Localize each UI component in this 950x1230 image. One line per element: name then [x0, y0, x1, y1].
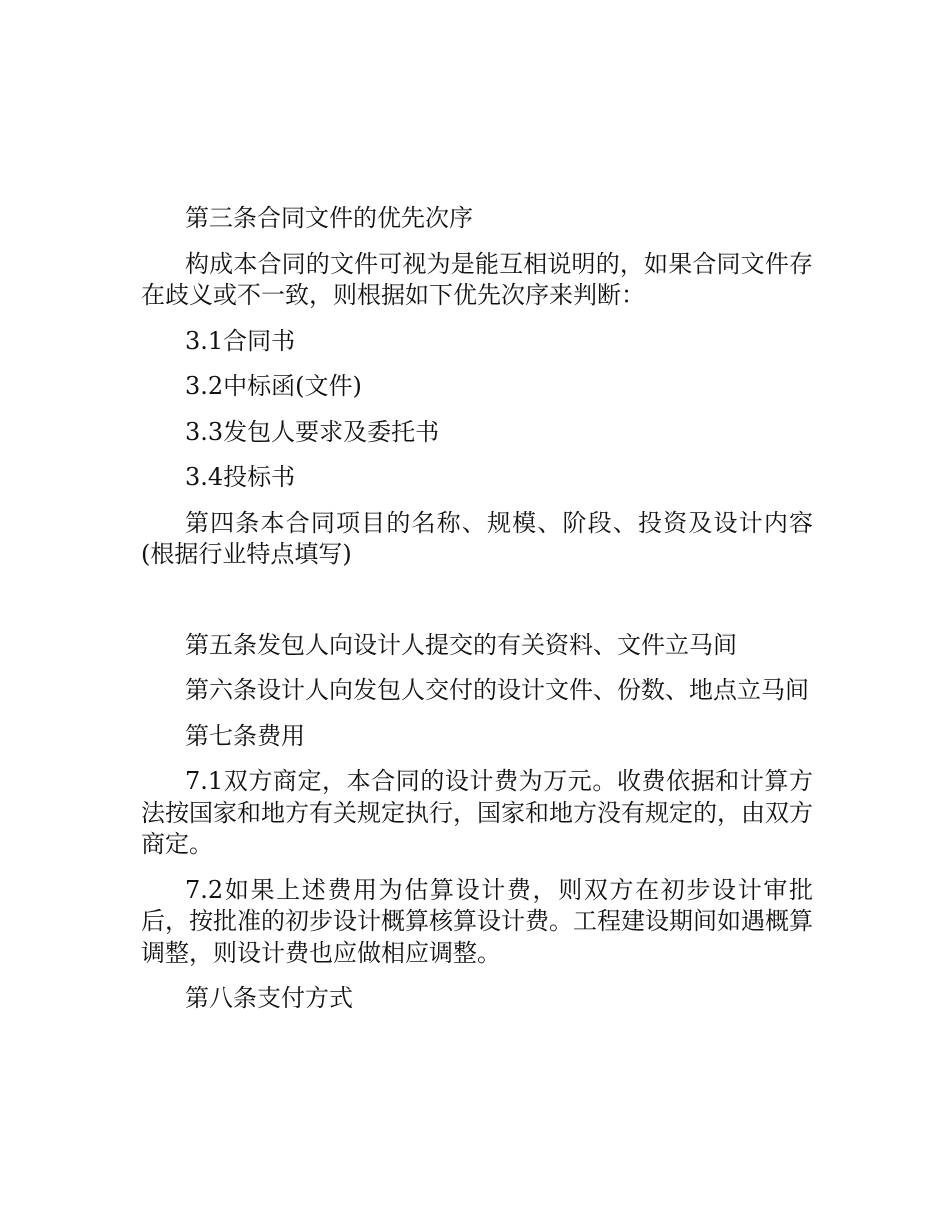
clause-3-1: 3.1合同书	[185, 326, 296, 355]
article-4-heading: 第四条本合同项目的名称、规模、阶段、投资及设计内容(根据行业特点填写)	[141, 508, 813, 568]
clause-7-2: 7.2如果上述费用为估算设计费，则双方在初步设计审批后，按批准的初步设计概算核算设计费。工程建设期间如遇概算调整，则设计费也应做相应调整。	[141, 875, 813, 967]
document-body	[141, 203, 813, 1029]
article-7-heading: 第七条费用	[185, 721, 305, 750]
clause-3-4: 3.4投标书	[185, 463, 296, 491]
article-6-heading: 第六条设计人向发包人交付的设计文件、份数、地点立马间	[185, 676, 809, 704]
clause-3-2: 3.2中标函(文件)	[185, 372, 362, 400]
article-3-intro: 构成本合同的文件可视为是能互相说明的，如果合同文件存在歧义或不一致，则根据如下优先次序来判断：	[141, 249, 813, 309]
blank-space	[141, 585, 813, 630]
article-5-heading: 第五条发包人向设计人提交的有关资料、文件立马间	[185, 630, 737, 659]
article-3-heading: 第三条合同文件的优先次序	[185, 204, 473, 232]
clause-7-1: 7.1双方商定，本合同的设计费为万元。收费依据和计算方法按国家和地方有关规定执行，国家和地方没有规定的，由双方商定。	[141, 767, 813, 858]
article-8-heading: 第八条支付方式	[185, 984, 353, 1012]
clause-3-3: 3.3发包人要求及委托书	[185, 417, 440, 446]
